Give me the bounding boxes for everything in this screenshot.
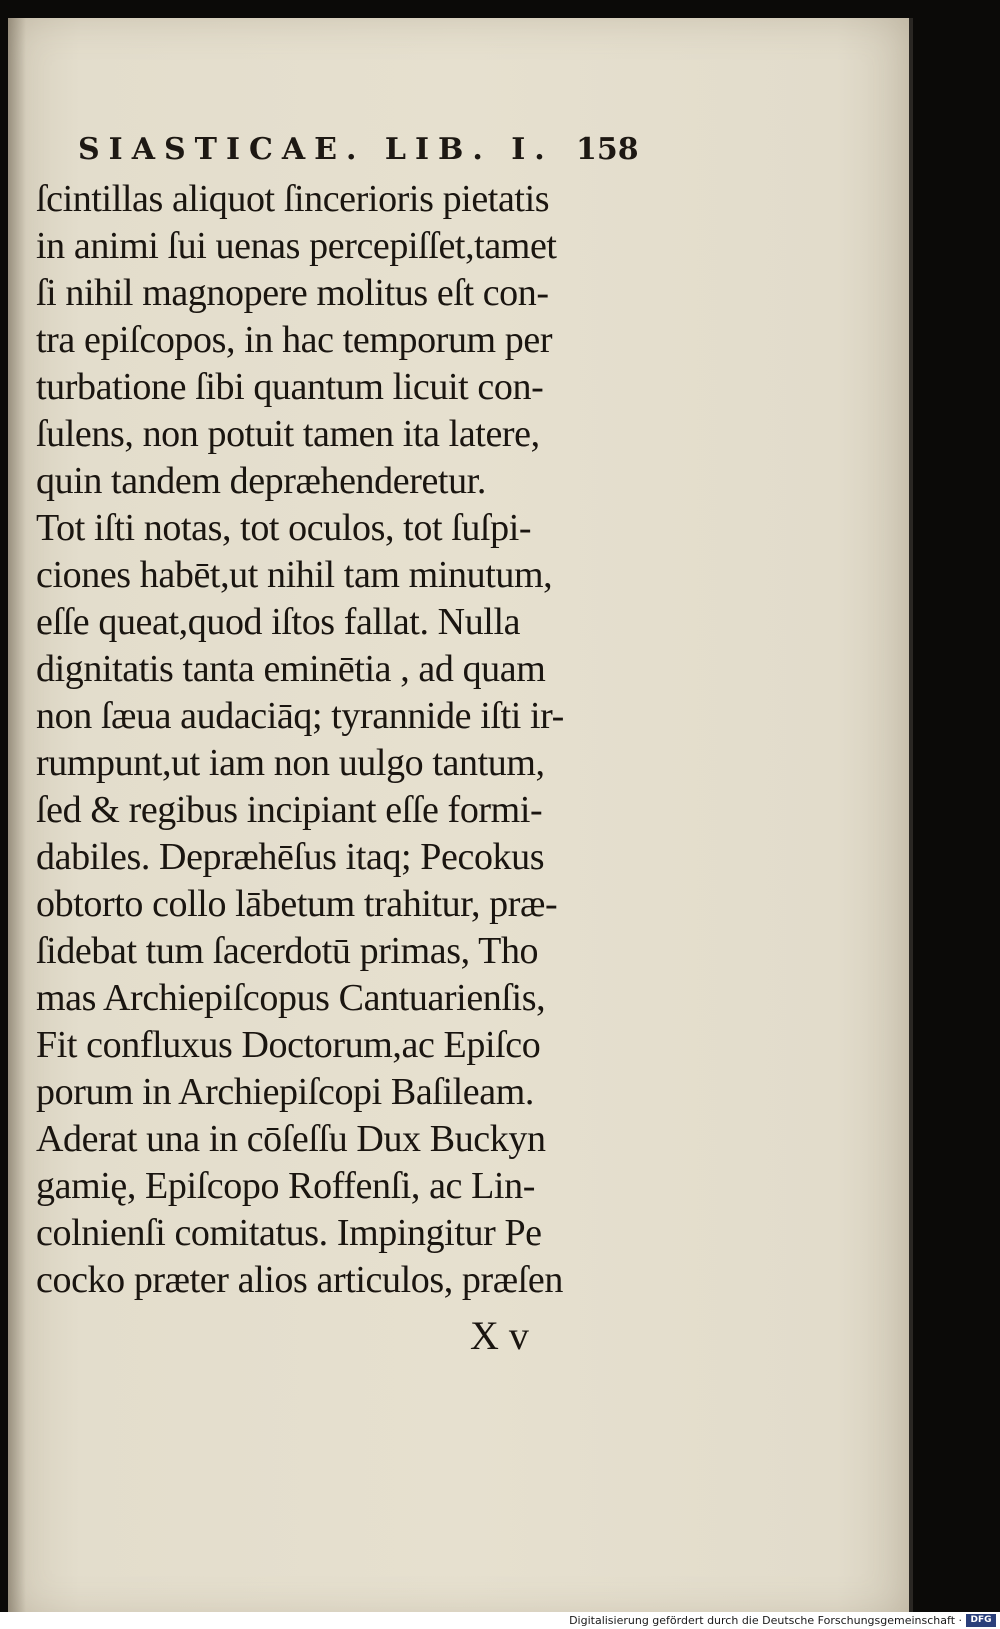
text-line: turbatione ſibi quantum licuit con- [36,366,544,408]
signature-mark: X v [470,1313,529,1358]
text-line: cocko præter alios articulos, præſen [36,1259,563,1301]
text-line: Aderat una in cōſeſſu Dux Buckyn [36,1118,546,1160]
text-line: dignitatis tanta eminētia , ad quam [36,648,546,690]
page-number: 158 [576,132,639,167]
text-line: ſidebat tum ſacerdotū primas, Tho [36,930,539,972]
running-head [78,132,638,172]
body-text [36,176,676,1304]
text-line: ſed & regibus incipiant eſſe formi- [36,789,543,831]
footer-credit: Digitalisierung gefördert durch die Deutsche Forschungsgemeinschaft · [569,1614,962,1627]
running-head-title: SIASTICAE. LIB. I. [78,132,554,167]
text-line: Fit confluxus Doctorum,ac Epiſco [36,1024,541,1066]
text-line: ſi nihil magnopere molitus eſt con- [36,272,549,314]
text-line: rumpunt,ut iam non uulgo tantum, [36,742,545,784]
text-line: tra epiſcopos, in hac temporum per [36,319,553,361]
text-line: obtorto collo lābetum trahitur, præ- [36,883,558,925]
footer-bar [0,1612,1000,1629]
text-line: non ſæua audaciāq; tyrannide iſti ir- [36,695,564,737]
text-line: porum in Archiepiſcopi Baſileam. [36,1071,534,1113]
text-line: Tot iſti notas, tot oculos, tot ſuſpi- [36,507,532,549]
text-line: gamię, Epiſcopo Roffenſi, ac Lin- [36,1165,535,1207]
text-line: ſulens, non potuit tamen ita latere, [36,413,540,455]
text-line: ciones habēt,ut nihil tam minutum, [36,554,553,596]
text-line: in animi ſui uenas percepiſſet,tamet [36,225,557,267]
gutter-shadow [8,18,26,1618]
dfg-logo: DFG [966,1614,996,1627]
text-line: dabiles. Depræhēſus itaq; Pecokus [36,836,545,878]
text-line: colnienſi comitatus. Impingitur Pe [36,1212,542,1254]
text-line: mas Archiepiſcopus Cantuarienſis, [36,977,546,1019]
text-line: quin tandem depræhenderetur. [36,460,486,502]
text-line: ſcintillas aliquot ſincerioris pietatis [36,178,550,220]
text-line: eſſe queat,quod iſtos fallat. Nulla [36,601,521,643]
